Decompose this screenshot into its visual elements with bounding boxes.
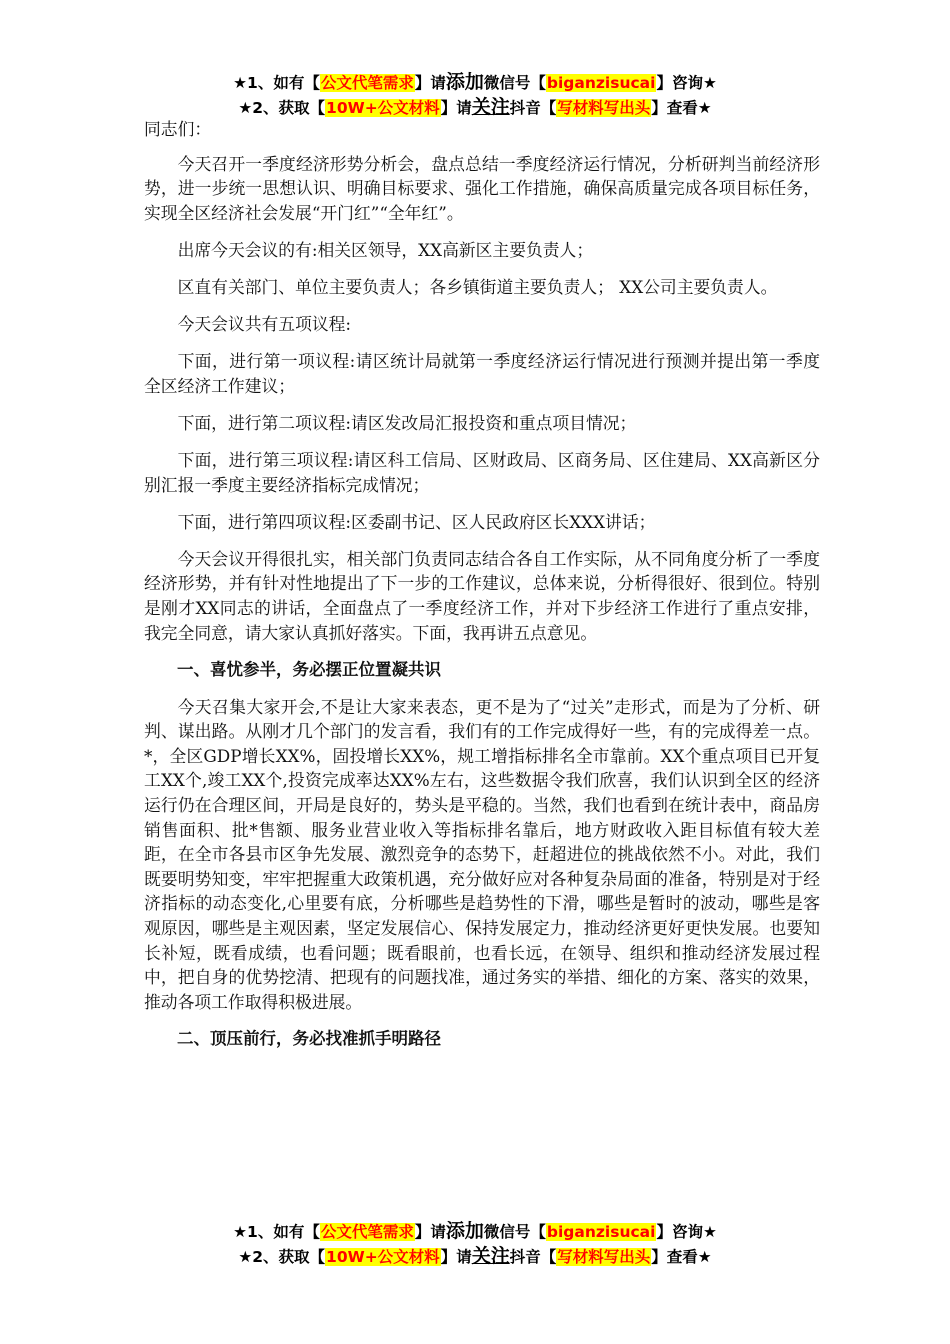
paragraph: 下面，进行第一项议程:请区统计局就第一季度经济运行情况进行预测并提出第一季度全区经济工作建议；	[144, 351, 820, 396]
ad-text: ★1、如有【	[233, 1223, 320, 1241]
ad-text: ★2、获取【	[238, 99, 326, 117]
paragraph: 下面，进行第四项议程:区委副书记、区人民政府区长XXX讲话；	[177, 511, 656, 532]
ad-line-1	[0, 70, 950, 95]
ad-line-1	[0, 1219, 950, 1244]
ad-text: 】咨询★	[656, 1223, 717, 1241]
ad-highlight: biganzisucai	[546, 74, 656, 92]
ad-emphasis: 添加	[445, 71, 484, 93]
ad-emphasis: 关注	[471, 1245, 510, 1267]
ad-text: ★2、获取【	[238, 1248, 326, 1266]
salutation: 同志们：	[144, 119, 212, 139]
paragraph: 今天会议共有五项议程:	[177, 314, 352, 335]
ad-highlight: 公文代笔需求	[320, 1223, 414, 1241]
ad-text: 抖音【	[509, 99, 557, 117]
paragraph: 出席今天会议的有:相关区领导，XX高新区主要负责人；	[177, 239, 594, 260]
ad-text: 】请	[440, 99, 472, 117]
ad-text: 抖音【	[509, 1248, 557, 1266]
ad-line-2	[0, 1244, 950, 1269]
ad-highlight: biganzisucai	[546, 1223, 656, 1241]
ad-text: 】查看★	[651, 99, 712, 117]
document-body	[144, 117, 820, 1064]
paragraph: 今天召开一季度经济形势分析会，盘点总结一季度经济运行情况，分析研判当前经济形势，进一步统一思想认识、明确目标要求、强化工作措施，确保高质量完成各项目标任务，实现全区经济社会发展“开门红”“全年红”。	[144, 153, 820, 223]
ad-emphasis: 关注	[471, 96, 510, 118]
section-heading: 一、喜忧参半，务必摆正位置凝共识	[177, 659, 441, 679]
ad-text: 】查看★	[651, 1248, 712, 1266]
ad-text: 微信号【	[483, 1223, 546, 1241]
paragraph: 今天会议开得很扎实，相关部门负责同志结合各自工作实际，从不同角度分析了一季度经济形势，并有针对性地提出了下一步的工作建议，总体来说，分析得很好、很到位。特别是刚才XX同志的讲话，全面盘点了一季度经济工作，并对下步经济工作进行了重点安排，我完全同意，请大家认真抓好落实。下面，我再讲五点意见。	[144, 548, 820, 643]
ad-text: 】请	[414, 1223, 446, 1241]
ad-highlight: 写材料写出头	[557, 99, 651, 117]
ad-highlight: 10W+公文材料	[326, 99, 440, 117]
ad-banner-top	[0, 70, 950, 120]
ad-text: ★1、如有【	[233, 74, 320, 92]
ad-highlight: 公文代笔需求	[320, 74, 414, 92]
ad-banner-bottom	[0, 1219, 950, 1269]
paragraph: 下面，进行第二项议程:请区发改局汇报投资和重点项目情况；	[177, 412, 637, 433]
ad-highlight: 10W+公文材料	[326, 1248, 440, 1266]
paragraph: 区直有关部门、单位主要负责人；各乡镇街道主要负责人； XX公司主要负责人。	[177, 276, 778, 297]
ad-emphasis: 添加	[445, 1220, 484, 1242]
ad-highlight: 写材料写出头	[557, 1248, 651, 1266]
paragraph: 今天召集大家开会,不是让大家来表态，更不是为了“过关”走形式，而是为了分析、研判、谋出路。从刚才几个部门的发言看，我们有的工作完成得好一些，有的完成得差一点。*，全区GDP增长XX%，固投增长XX%，规工增指标排名全市靠前。XX个重点项目已开复工XX个,竣工XX个,投资完成率达XX%左右，这些数据令我们欣喜，我们认识到全区的经济运行仍在合理区间，开局是良好的，势头是平稳的。当然，我们也看到在统计表中，商品房销售面积、批*售额、服务业营业收入等指标排名靠后，地方财政收入距目标值有较大差距，在全市各县市区争先发展、激烈竞争的态势下，赶超进位的挑战依然不小。对此，我们既要明势知变，牢牢把握重大政策机遇，充分做好应对各种复杂局面的准备，特别是对于经济指标的动态变化,心里要有底，分析哪些是趋势性的下滑，哪些是暂时的波动，哪些是客观原因，哪些是主观因素，坚定发展信心、保持发展定力，推动经济更好更快发展。也要知长补短，既看成绩，也看问题；既看眼前，也看长远，在领导、组织和推动经济发展过程中，把自身的优势挖清、把现有的问题找准，通过务实的举措、细化的方案、落实的效果，推动各项工作取得积极进展。	[144, 696, 820, 1012]
section-heading: 二、顶压前行，务必找准抓手明路径	[177, 1028, 441, 1048]
ad-text: 】请	[440, 1248, 472, 1266]
ad-text: 微信号【	[483, 74, 546, 92]
ad-text: 】咨询★	[656, 74, 717, 92]
paragraph: 下面，进行第三项议程:请区科工信局、区财政局、区商务局、区住建局、XX高新区分别汇报一季度主要经济指标完成情况；	[144, 449, 820, 495]
ad-text: 】请	[414, 74, 446, 92]
